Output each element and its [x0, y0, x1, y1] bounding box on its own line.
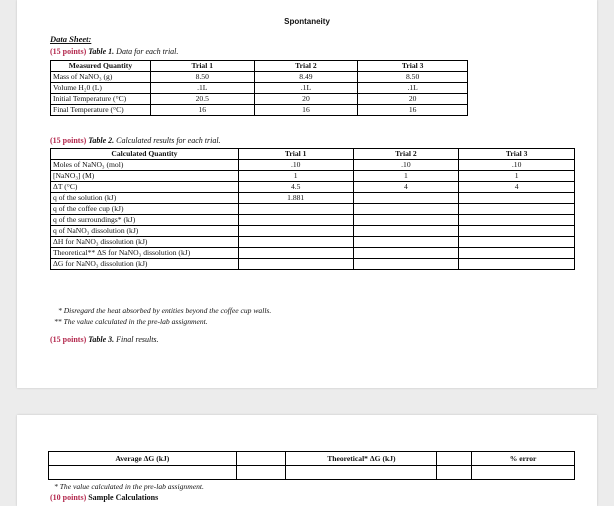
- table-row: [49, 466, 575, 480]
- table1-description: Data for each trial.: [116, 47, 179, 56]
- table-cell: Moles of NaNO₃ (mol): [51, 160, 239, 171]
- table-cell: q of the surroundings* (kJ): [51, 215, 239, 226]
- table-cell: .1L: [358, 83, 468, 94]
- table-cell: 16: [254, 105, 358, 116]
- table1-points: (15 points): [50, 47, 87, 56]
- table-cell: Mass of NaNO₃ (g): [51, 72, 151, 83]
- table2-name: Table 2.: [88, 136, 115, 145]
- table1-caption: [50, 47, 178, 56]
- table2-caption: [50, 136, 221, 145]
- table-cell: [353, 259, 459, 270]
- sample-calculations-points: (10 points): [50, 493, 87, 502]
- table-cell: .10: [238, 160, 353, 171]
- table-cell: [459, 193, 575, 204]
- table3-points: (15 points): [50, 335, 87, 344]
- table-cell: .10: [459, 160, 575, 171]
- table-row: [51, 204, 575, 215]
- table-cell: Final Temperature (°C): [51, 105, 151, 116]
- table1-measured-data: [50, 60, 468, 116]
- table3-header: [236, 452, 286, 466]
- table-row: [51, 94, 468, 105]
- table2-header: Trial 2: [353, 149, 459, 160]
- table-cell: [459, 237, 575, 248]
- table3-description: Final results.: [116, 335, 159, 344]
- table-cell: 8.49: [254, 72, 358, 83]
- table-cell: Initial Temperature (°C): [51, 94, 151, 105]
- table3-name: Table 3.: [88, 335, 115, 344]
- table-cell: Volume H₂0 (L): [51, 83, 151, 94]
- table-cell: 20.5: [150, 94, 254, 105]
- data-sheet-heading: Data Sheet:: [50, 34, 92, 44]
- table-cell: 4: [353, 182, 459, 193]
- table2-points: (15 points): [50, 136, 87, 145]
- table-cell: 8.50: [150, 72, 254, 83]
- table-cell: [459, 248, 575, 259]
- table-cell: [238, 215, 353, 226]
- table-cell: [353, 237, 459, 248]
- table-row: [51, 171, 575, 182]
- table-cell: q of NaNO₃ dissolution (kJ): [51, 226, 239, 237]
- table-cell: .1L: [254, 83, 358, 94]
- table-cell: .10: [353, 160, 459, 171]
- table-row: [51, 72, 468, 83]
- table-cell: [472, 466, 575, 480]
- table1-header: Trial 1: [150, 61, 254, 72]
- table-row: [51, 83, 468, 94]
- table2-header: Calculated Quantity: [51, 149, 239, 160]
- table-cell: [NaNO₃] (M): [51, 171, 239, 182]
- table-cell: 4: [459, 182, 575, 193]
- table-row: [51, 215, 575, 226]
- table-row: [51, 259, 575, 270]
- table-row: [51, 226, 575, 237]
- table-cell: q of the coffee cup (kJ): [51, 204, 239, 215]
- table-cell: Theoretical** ΔS for NaNO₃ dissolution (kJ): [51, 248, 239, 259]
- table3-header: [437, 452, 472, 466]
- table-row: [51, 105, 468, 116]
- table2-header: Trial 1: [238, 149, 353, 160]
- table3-header: Average ΔG (kJ): [49, 452, 237, 466]
- table-cell: [236, 466, 286, 480]
- sample-calculations-heading: [50, 493, 158, 502]
- table-row: [51, 160, 575, 171]
- table-cell: 16: [358, 105, 468, 116]
- table2-header-row: [51, 149, 575, 160]
- table1-name: Table 1.: [88, 47, 115, 56]
- table-cell: 1.881: [238, 193, 353, 204]
- table1-header: Trial 2: [254, 61, 358, 72]
- table-cell: [238, 226, 353, 237]
- table-row: [51, 182, 575, 193]
- document-page-1: [17, 0, 597, 388]
- table3-header-row: [49, 452, 575, 466]
- table-cell: [353, 248, 459, 259]
- table-row: [51, 237, 575, 248]
- table3-footnote: * The value calculated in the pre-lab assignment.: [54, 482, 204, 491]
- table-cell: 1: [459, 171, 575, 182]
- table-cell: [49, 466, 237, 480]
- table-cell: ΔT (°C): [51, 182, 239, 193]
- table-cell: 20: [254, 94, 358, 105]
- table-row: [51, 248, 575, 259]
- table2-footnote-1: * Disregard the heat absorbed by entities beyond the coffee cup walls.: [58, 306, 272, 315]
- table-cell: 1: [238, 171, 353, 182]
- table-cell: [238, 259, 353, 270]
- table1-header-row: [51, 61, 468, 72]
- table-cell: 1: [353, 171, 459, 182]
- table-cell: ΔH for NaNO₃ dissolution (kJ): [51, 237, 239, 248]
- page-title: Spontaneity: [284, 17, 330, 26]
- table1-header: Measured Quantity: [51, 61, 151, 72]
- table-cell: [459, 226, 575, 237]
- table2-calculated-results: [50, 148, 575, 270]
- table-cell: 4.5: [238, 182, 353, 193]
- table-cell: [238, 237, 353, 248]
- table-cell: q of the solution (kJ): [51, 193, 239, 204]
- table-cell: ΔG for NaNO₃ dissolution (kJ): [51, 259, 239, 270]
- table-row: [51, 193, 575, 204]
- table-cell: [459, 204, 575, 215]
- table2-description: Calculated results for each trial.: [116, 136, 221, 145]
- table3-header: % error: [472, 452, 575, 466]
- table-cell: [286, 466, 437, 480]
- sample-calculations-label: Sample Calculations: [88, 493, 159, 502]
- table-cell: [353, 215, 459, 226]
- table-cell: [353, 204, 459, 215]
- table-cell: [238, 204, 353, 215]
- table3-header: Theoretical* ΔG (kJ): [286, 452, 437, 466]
- table-cell: [459, 259, 575, 270]
- table-cell: .1L: [150, 83, 254, 94]
- table1-header: Trial 3: [358, 61, 468, 72]
- document-page-2: [17, 415, 597, 506]
- table-cell: [353, 226, 459, 237]
- table-cell: [238, 248, 353, 259]
- table2-footnote-2: ** The value calculated in the pre-lab assignment.: [54, 317, 208, 326]
- table-cell: 16: [150, 105, 254, 116]
- table3-final-results: [48, 451, 575, 480]
- table-cell: [353, 193, 459, 204]
- table-cell: 8.50: [358, 72, 468, 83]
- table3-caption: [50, 335, 159, 344]
- table2-header: Trial 3: [459, 149, 575, 160]
- table-cell: 20: [358, 94, 468, 105]
- table-cell: [459, 215, 575, 226]
- table-cell: [437, 466, 472, 480]
